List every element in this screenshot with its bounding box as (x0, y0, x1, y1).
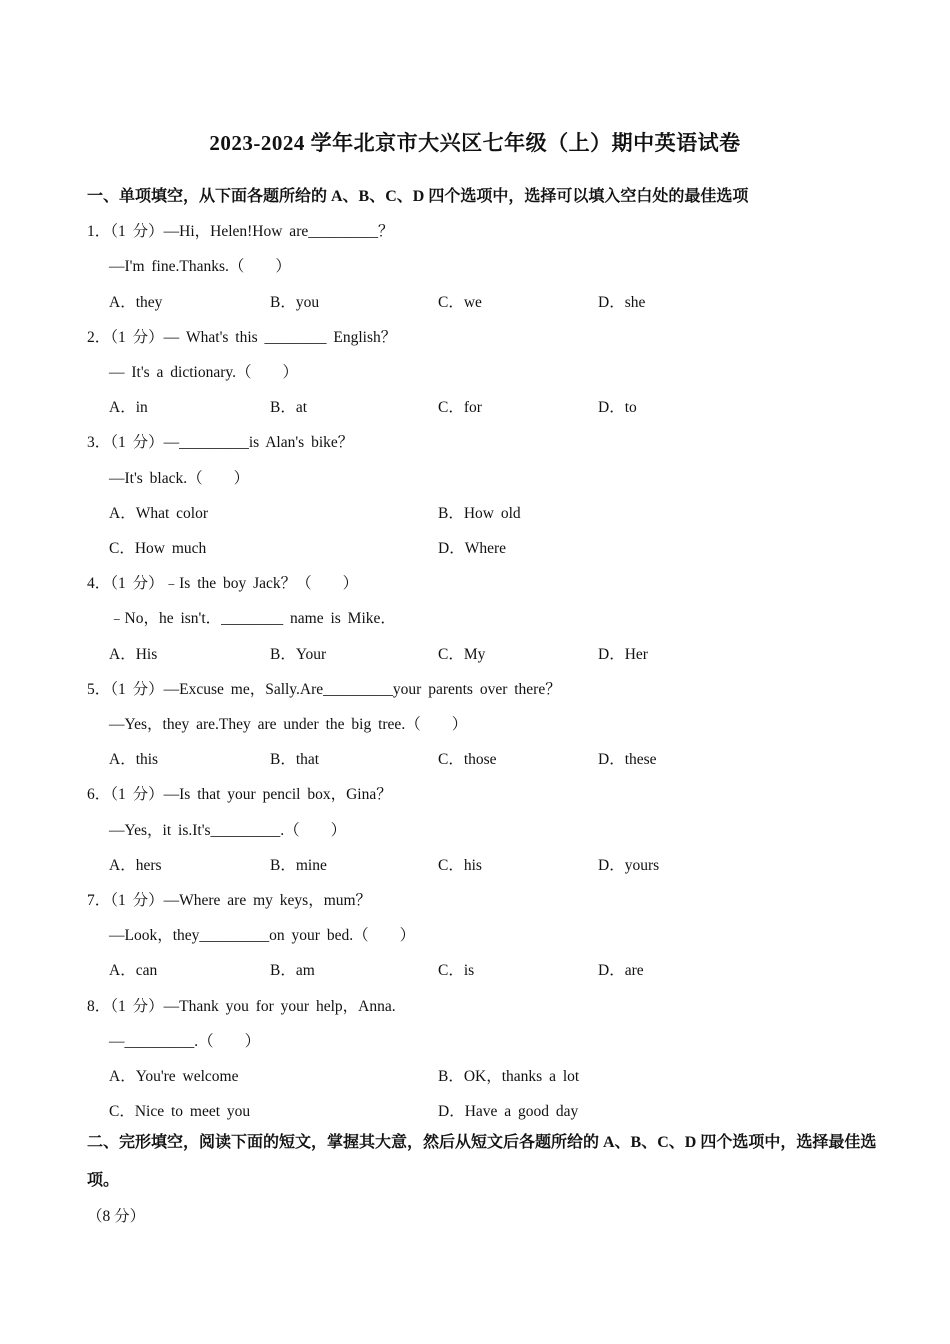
option-b: B．How old (438, 505, 521, 522)
option-d: D．yours (598, 857, 660, 874)
question-line: —I'm fine.Thanks.（ ） (109, 258, 291, 275)
option-d: D．Have a good day (438, 1103, 579, 1120)
option-c: C．his (438, 857, 482, 874)
option-a: A．hers (109, 857, 162, 874)
option-d: D．to (598, 399, 637, 416)
question-line: —Look，they_________on your bed.（ ） (109, 927, 416, 944)
option-b: B．am (270, 962, 315, 979)
option-b: B．you (270, 294, 320, 311)
option-b: B．that (270, 751, 320, 768)
option-c: C．for (438, 399, 482, 416)
option-a: A．What color (109, 505, 208, 522)
question-stem: 1．（1 分）—Hi，Helen!How are_________？ (87, 223, 394, 240)
question-line: — It's a dictionary.（ ） (109, 364, 299, 381)
option-d: D．Her (598, 646, 648, 663)
section-points: （8 分） (87, 1208, 146, 1225)
question-line: —_________.（ ） (109, 1033, 261, 1050)
question-stem: 8．（1 分）—Thank you for your help，Anna. (87, 998, 396, 1015)
question-stem: 5．（1 分）—Excuse me，Sally.Are_________your parents over there？ (87, 681, 561, 698)
option-b: B．mine (270, 857, 327, 874)
question-stem: 4．（1 分）﹣Is the boy Jack？（ ） (87, 575, 359, 592)
option-a: A．this (109, 751, 159, 768)
question-stem: 2．（1 分）— What's this ________ English？ (87, 329, 397, 346)
option-a: A．His (109, 646, 158, 663)
option-a: A．You're welcome (109, 1068, 239, 1085)
option-c: C．My (438, 646, 486, 663)
option-d: D．Where (438, 540, 506, 557)
option-c: C．How much (109, 540, 207, 557)
question-line: ﹣No，he isn't．________ name is Mike． (109, 610, 396, 627)
question-line: —Yes，it is.It's_________.（ ） (109, 822, 347, 839)
option-d: D．these (598, 751, 657, 768)
question-line: —Yes，they are.They are under the big tree.（ ） (109, 716, 468, 733)
option-b: B．OK，thanks a lot (438, 1068, 580, 1085)
option-c: C．we (438, 294, 482, 311)
question-stem: 7．（1 分）—Where are my keys，mum？ (87, 892, 372, 909)
page-title: 2023-2024 学年北京市大兴区七年级（上）期中英语试卷 (209, 131, 741, 155)
option-c: C．is (438, 962, 475, 979)
question-stem: 6．（1 分）—Is that your pencil box，Gina？ (87, 786, 392, 803)
option-b: B．Your (270, 646, 327, 663)
option-b: B．at (270, 399, 308, 416)
section-heading-1: 一、单项填空，从下面各题所给的 A、B、C、D 四个选项中，选择可以填入空白处的最佳选项 (87, 188, 749, 205)
option-a: A．in (109, 399, 148, 416)
question-stem: 3．（1 分）—_________is Alan's bike？ (87, 434, 354, 451)
option-a: A．can (109, 962, 158, 979)
question-line: —It's black.（ ） (109, 470, 250, 487)
section-heading-2: 二、完形填空，阅读下面的短文，掌握其大意，然后从短文后各题所给的 A、B、C、D 四个选项中，选择最佳选项。 (87, 1134, 877, 1189)
option-d: D．are (598, 962, 644, 979)
option-c: C．Nice to meet you (109, 1103, 251, 1120)
option-c: C．those (438, 751, 497, 768)
option-d: D．she (598, 294, 646, 311)
option-a: A．they (109, 294, 163, 311)
